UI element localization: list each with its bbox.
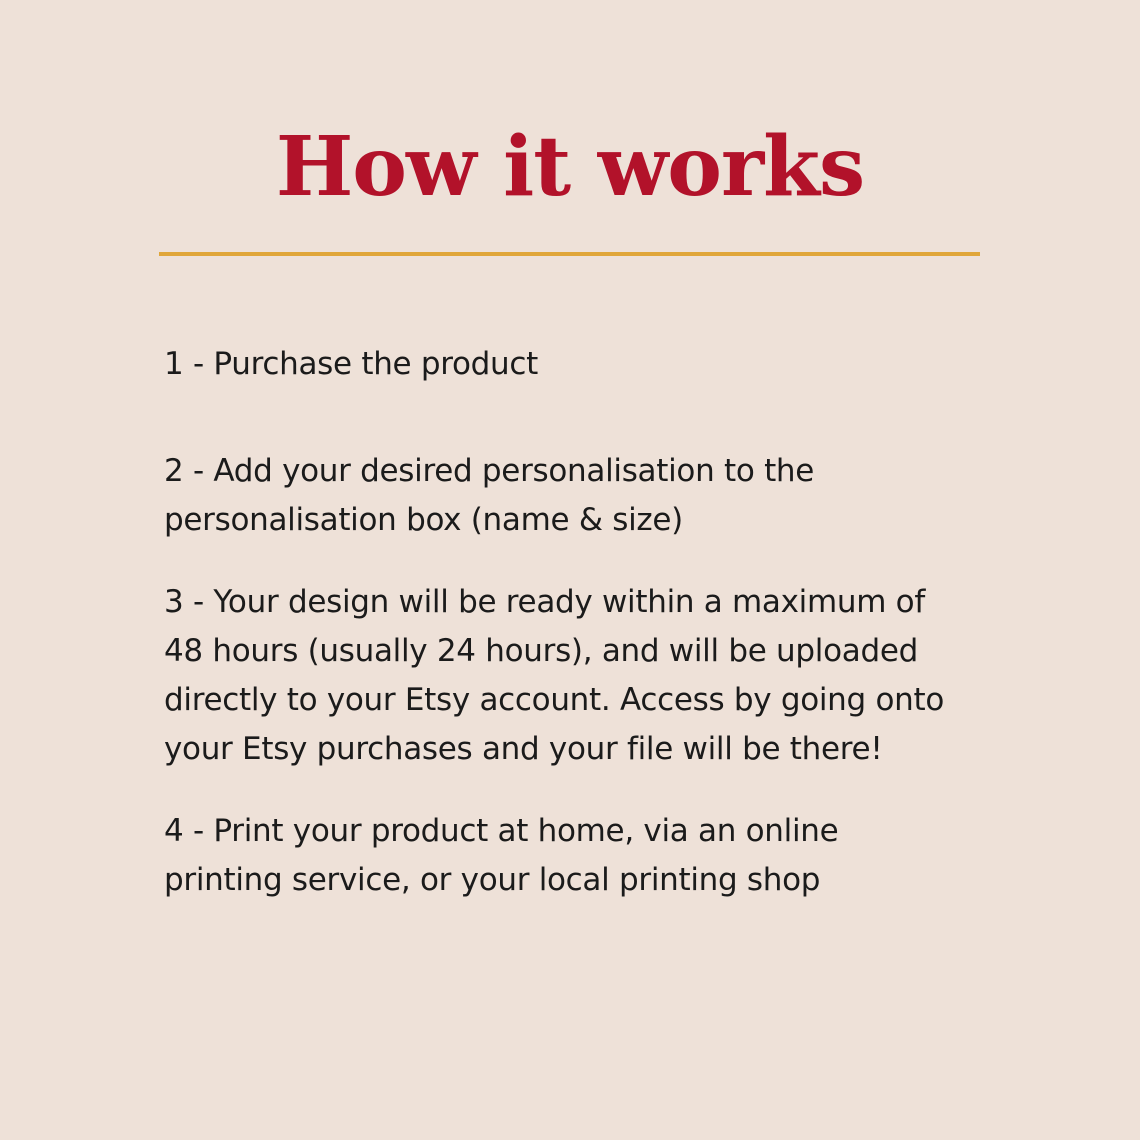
- step-item-4: 4 - Print your product at home, via an online printing service, or your local printing shop: [164, 813, 839, 898]
- step-item-1: 1 - Purchase the product: [164, 346, 539, 382]
- title-divider: [159, 252, 980, 256]
- step-item-3: 3 - Your design will be ready within a maximum of 48 hours (usually 24 hours), and will be uploaded directly to your Etsy account. Access by going onto your Etsy purchases and your file will be there!: [164, 584, 944, 767]
- step-item-2: 2 - Add your desired personalisation to the personalisation box (name & size): [164, 453, 815, 538]
- steps-list: [164, 340, 964, 905]
- page-title: How it works: [275, 119, 865, 215]
